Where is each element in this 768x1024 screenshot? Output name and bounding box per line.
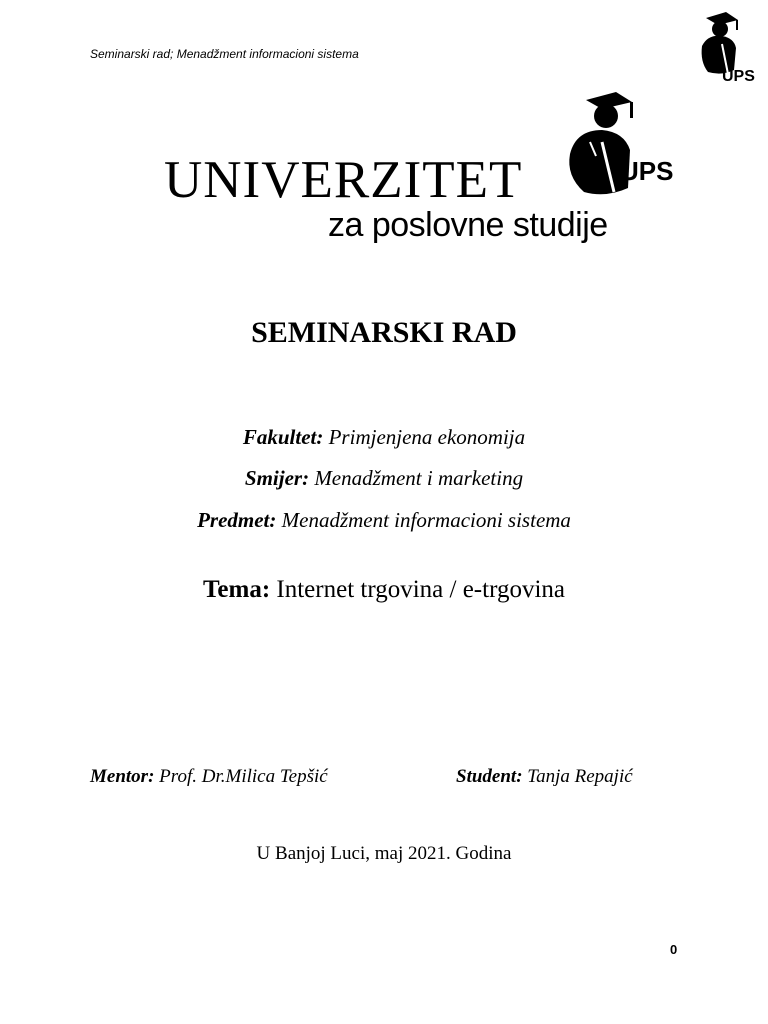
student-line	[456, 766, 633, 788]
mentor-label: Mentor:	[90, 766, 155, 787]
smijer-line	[0, 466, 768, 491]
document-title: SEMINARSKI RAD	[251, 316, 517, 349]
tema-label: Tema:	[203, 576, 271, 603]
university-title: UNIVERZITET	[164, 151, 523, 209]
tema-value: Internet trgovina / e-trgovina	[276, 576, 565, 603]
tema-line	[0, 576, 768, 604]
graduate-logo-icon	[562, 92, 674, 202]
corner-emblem-text: UPS	[722, 68, 755, 85]
place-date: U Banjoj Luci, maj 2021. Godina	[256, 843, 512, 864]
fakultet-value: Primjenjena ekonomija	[328, 425, 526, 449]
predmet-label: Predmet:	[197, 508, 277, 532]
university-subtitle: za poslovne studije	[328, 206, 608, 244]
predmet-value: Menadžment informacioni sistema	[281, 508, 571, 532]
running-header: Seminarski rad; Menadžment informacioni sistema	[90, 47, 359, 61]
fakultet-line	[0, 425, 768, 450]
smijer-value: Menadžment i marketing	[314, 466, 524, 490]
student-value: Tanja Repajić	[527, 766, 633, 787]
main-emblem-text: UPS	[620, 156, 674, 186]
page-number: 0	[670, 942, 678, 957]
mentor-value: Prof. Dr.Milica Tepšić	[159, 766, 328, 787]
predmet-line	[0, 508, 768, 533]
smijer-label: Smijer:	[244, 466, 310, 490]
fakultet-label: Fakultet:	[242, 425, 324, 449]
student-label: Student:	[456, 766, 523, 787]
mentor-line	[90, 766, 328, 788]
graduate-emblem-icon	[692, 12, 755, 85]
